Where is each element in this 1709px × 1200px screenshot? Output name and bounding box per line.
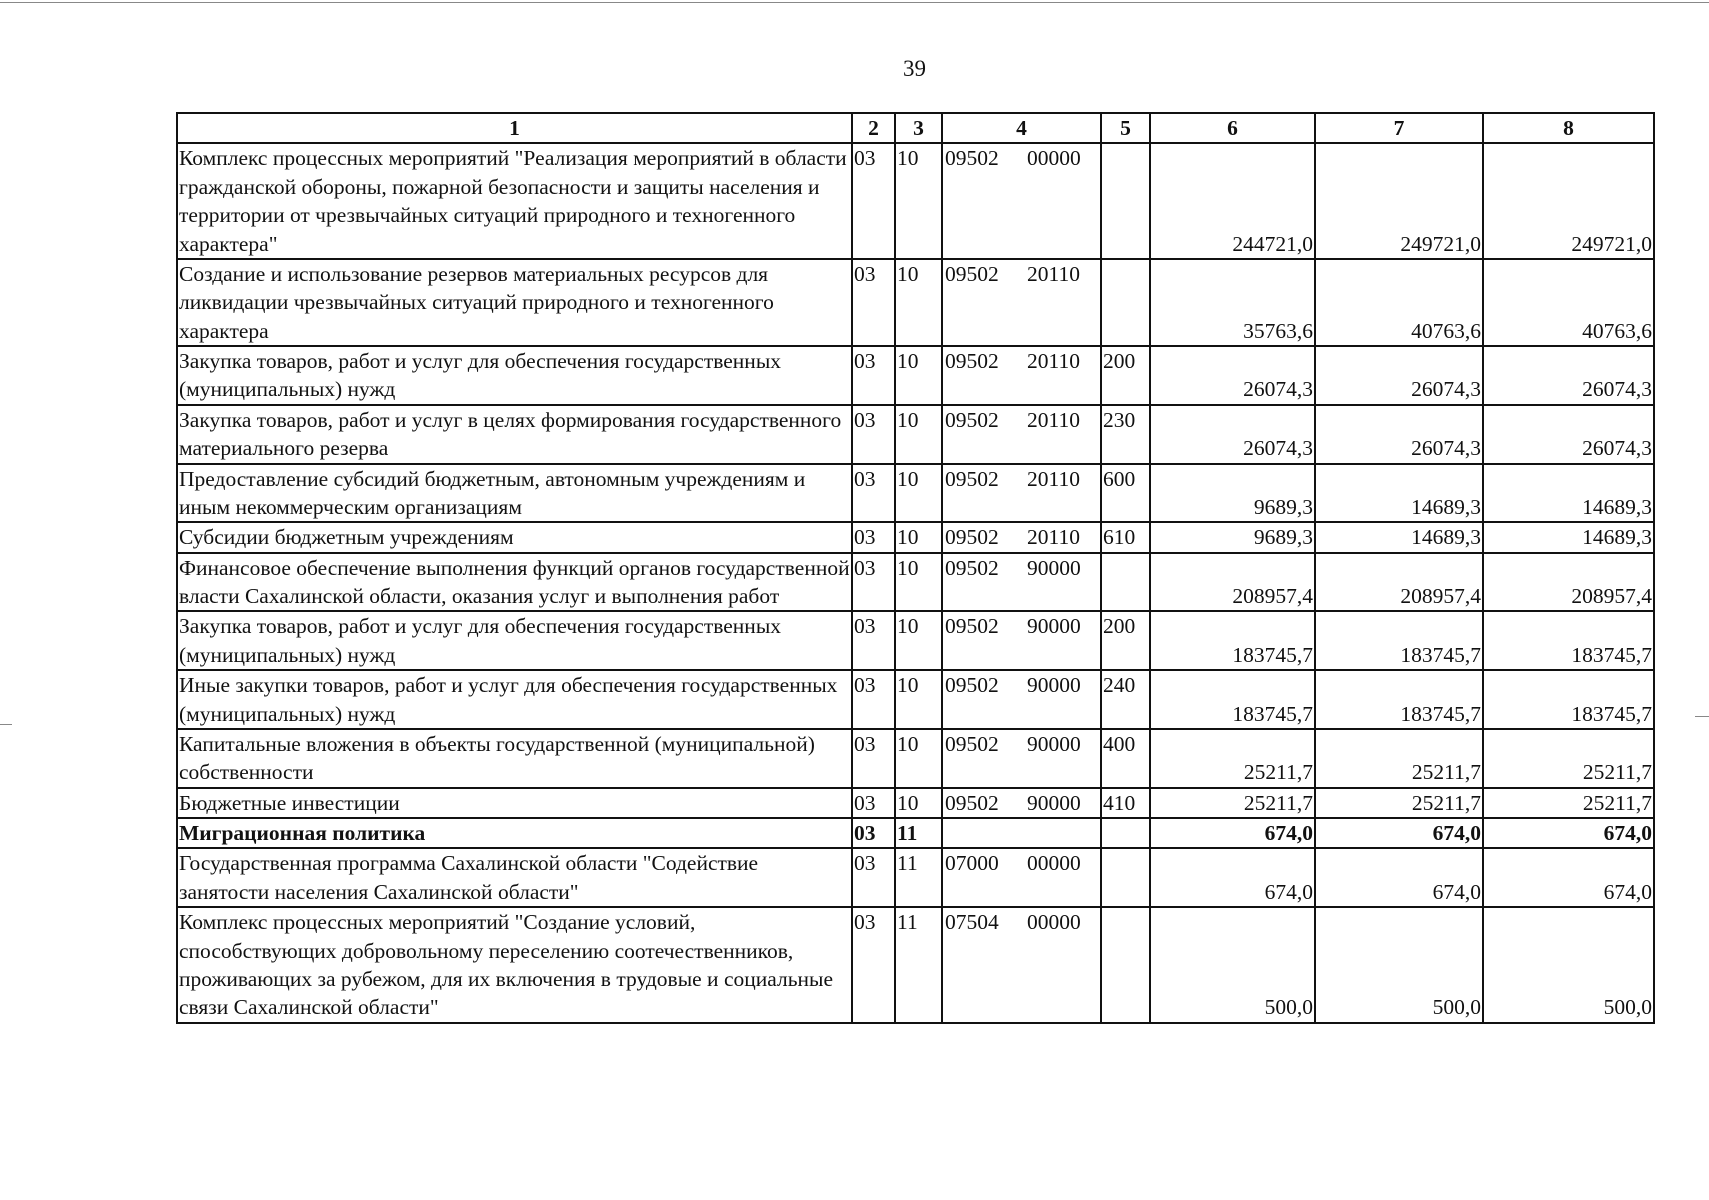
expense-type-cell (1101, 907, 1150, 1023)
program-code: 09502 (945, 614, 999, 639)
amount-col7-cell: 674,0 (1315, 848, 1483, 907)
direction-code: 00000 (1027, 910, 1081, 935)
amount-col6-cell: 183745,7 (1150, 611, 1315, 670)
direction-code: 90000 (1027, 673, 1081, 698)
program-code: 09502 (945, 349, 999, 373)
amount-col7-cell: 183745,7 (1315, 611, 1483, 670)
direction-code: 00000 (1027, 851, 1081, 876)
row-name-cell: Закупка товаров, работ и услуг для обеспечения государственных (муниципальных) нужд (177, 611, 852, 670)
amount-col8-cell: 25211,7 (1483, 788, 1654, 818)
column-header: 2 (852, 113, 895, 143)
section-code-cell: 03 (852, 405, 895, 464)
direction-code: 90000 (1027, 614, 1081, 639)
subsection-code-cell: 10 (895, 259, 942, 346)
program-code: 09502 (945, 261, 999, 286)
table-row (177, 818, 1654, 848)
program-code: 09502 (945, 525, 999, 550)
column-header: 8 (1483, 113, 1654, 143)
target-article-cell (942, 522, 1101, 552)
target-article-cell (942, 346, 1101, 405)
expense-type-cell: 200 (1101, 346, 1150, 405)
amount-col8-cell: 14689,3 (1483, 522, 1654, 552)
column-header: 1 (177, 113, 852, 143)
amount-col8-cell: 14689,3 (1483, 464, 1654, 523)
scan-artifact-line (0, 2, 1709, 3)
scan-artifact-line (0, 724, 12, 725)
program-code: 07504 (945, 910, 999, 935)
expense-type-cell (1101, 818, 1150, 848)
amount-col7-cell: 40763,6 (1315, 259, 1483, 346)
section-code-cell: 03 (852, 259, 895, 346)
amount-col6-cell: 9689,3 (1150, 464, 1315, 523)
program-code: 09502 (945, 146, 999, 171)
target-article-cell (942, 907, 1101, 1023)
amount-col7-cell: 26074,3 (1315, 405, 1483, 464)
amount-col6-cell: 244721,0 (1150, 143, 1315, 259)
amount-col6-cell: 674,0 (1150, 848, 1315, 907)
row-name-cell: Закупка товаров, работ и услуг в целях формирования государственного материального резерва (177, 405, 852, 464)
subsection-code-cell: 10 (895, 611, 942, 670)
expense-type-cell: 600 (1101, 464, 1150, 523)
section-code-cell: 03 (852, 611, 895, 670)
program-code: 07000 (945, 851, 999, 876)
program-code: 09502 (945, 731, 999, 756)
row-name-cell: Предоставление субсидий бюджетным, автономным учреждениям и иным некоммерческим организациям (177, 464, 852, 523)
table-body (177, 143, 1654, 1022)
target-article-cell (942, 405, 1101, 464)
amount-col7-cell: 208957,4 (1315, 553, 1483, 612)
scan-artifact-line (1695, 716, 1709, 717)
column-header: 7 (1315, 113, 1483, 143)
column-header: 3 (895, 113, 942, 143)
row-name-cell: Капитальные вложения в объекты государственной (муниципальной) собственности (177, 729, 852, 788)
table-row (177, 143, 1654, 259)
program-code: 09502 (945, 407, 999, 432)
program-code: 09502 (945, 790, 999, 815)
subsection-code-cell: 10 (895, 143, 942, 259)
budget-table (176, 112, 1655, 1024)
expense-type-cell (1101, 143, 1150, 259)
table-row (177, 259, 1654, 346)
expense-type-cell (1101, 848, 1150, 907)
direction-code: 00000 (1027, 146, 1081, 171)
amount-col6-cell: 26074,3 (1150, 405, 1315, 464)
amount-col8-cell: 26074,3 (1483, 405, 1654, 464)
page-number: 39 (903, 56, 926, 81)
table-row (177, 522, 1654, 552)
direction-code: 20110 (1027, 261, 1080, 286)
amount-col6-cell: 35763,6 (1150, 259, 1315, 346)
amount-col8-cell: 674,0 (1483, 848, 1654, 907)
amount-col8-cell: 249721,0 (1483, 143, 1654, 259)
table-row (177, 553, 1654, 612)
subsection-code-cell: 10 (895, 522, 942, 552)
row-name-cell: Комплекс процессных мероприятий "Создание условий, способствующих добровольному переселению соотечественников, проживающих за рубежом, для их включения в трудовые и социальные связи Сахалинской области" (177, 907, 852, 1023)
amount-col8-cell: 183745,7 (1483, 611, 1654, 670)
expense-type-cell (1101, 553, 1150, 612)
subsection-code-cell: 10 (895, 729, 942, 788)
target-article-cell (942, 788, 1101, 818)
expense-type-cell: 230 (1101, 405, 1150, 464)
amount-col6-cell: 9689,3 (1150, 522, 1315, 552)
table-row (177, 405, 1654, 464)
section-code-cell: 03 (852, 464, 895, 523)
direction-code: 20110 (1027, 525, 1080, 550)
row-name-cell: Иные закупки товаров, работ и услуг для обеспечения государственных (муниципальных) нужд (177, 670, 852, 729)
amount-col7-cell: 674,0 (1315, 818, 1483, 848)
amount-col6-cell: 26074,3 (1150, 346, 1315, 405)
amount-col8-cell: 500,0 (1483, 907, 1654, 1023)
target-article-cell (942, 848, 1101, 907)
target-article-cell (942, 611, 1101, 670)
amount-col8-cell: 208957,4 (1483, 553, 1654, 612)
column-header: 6 (1150, 113, 1315, 143)
table-row (177, 788, 1654, 818)
target-article-cell (942, 143, 1101, 259)
row-name-cell: Бюджетные инвестиции (177, 788, 852, 818)
subsection-code-cell: 10 (895, 346, 942, 405)
row-name-cell: Закупка товаров, работ и услуг для обеспечения государственных (муниципальных) нужд (177, 346, 852, 405)
section-code-cell: 03 (852, 553, 895, 612)
amount-col7-cell: 14689,3 (1315, 464, 1483, 523)
amount-col8-cell: 26074,3 (1483, 346, 1654, 405)
program-code: 09502 (945, 555, 999, 580)
amount-col6-cell: 25211,7 (1150, 729, 1315, 788)
amount-col8-cell: 40763,6 (1483, 259, 1654, 346)
row-name-cell: Создание и использование резервов материальных ресурсов для ликвидации чрезвычайных ситуаций природного и техногенного характера (177, 259, 852, 346)
target-article-cell (942, 818, 1101, 848)
row-name-cell: Комплекс процессных мероприятий "Реализация мероприятий в области гражданской обороны, пожарной безопасности и защиты населения и территории от чрезвычайных ситуаций природного и техногенного характера" (177, 143, 852, 259)
target-article-cell (942, 670, 1101, 729)
subsection-code-cell: 10 (895, 670, 942, 729)
table-row (177, 464, 1654, 523)
direction-code: 20110 (1027, 407, 1080, 432)
expense-type-cell: 610 (1101, 522, 1150, 552)
section-code-cell: 03 (852, 729, 895, 788)
subsection-code-cell: 11 (895, 818, 942, 848)
section-code-cell: 03 (852, 143, 895, 259)
target-article-cell (942, 464, 1101, 523)
subsection-code-cell: 11 (895, 848, 942, 907)
direction-code: 90000 (1027, 555, 1081, 580)
amount-col7-cell: 25211,7 (1315, 788, 1483, 818)
subsection-code-cell: 10 (895, 788, 942, 818)
direction-code: 20110 (1027, 466, 1080, 491)
column-header: 4 (942, 113, 1101, 143)
row-name-cell: Финансовое обеспечение выполнения функций органов государственной власти Сахалинской области, оказания услуг и выполнения работ (177, 553, 852, 612)
column-header: 5 (1101, 113, 1150, 143)
amount-col8-cell: 183745,7 (1483, 670, 1654, 729)
row-name-cell: Субсидии бюджетным учреждениям (177, 522, 852, 552)
program-code: 09502 (945, 673, 999, 698)
target-article-cell (942, 553, 1101, 612)
section-code-cell: 03 (852, 788, 895, 818)
amount-col6-cell: 208957,4 (1150, 553, 1315, 612)
amount-col7-cell: 500,0 (1315, 907, 1483, 1023)
table-row (177, 670, 1654, 729)
direction-code: 20110 (1027, 349, 1080, 373)
subsection-code-cell: 10 (895, 553, 942, 612)
expense-type-cell: 410 (1101, 788, 1150, 818)
table-row (177, 611, 1654, 670)
amount-col7-cell: 249721,0 (1315, 143, 1483, 259)
header-row (177, 113, 1654, 143)
direction-code: 90000 (1027, 790, 1081, 815)
amount-col7-cell: 183745,7 (1315, 670, 1483, 729)
expense-type-cell: 400 (1101, 729, 1150, 788)
expense-type-cell: 240 (1101, 670, 1150, 729)
row-name-cell: Государственная программа Сахалинской области "Содействие занятости населения Сахалинской области" (177, 848, 852, 907)
section-code-cell: 03 (852, 818, 895, 848)
subsection-code-cell: 10 (895, 464, 942, 523)
subsection-code-cell: 11 (895, 907, 942, 1023)
table-row (177, 907, 1654, 1023)
amount-col8-cell: 674,0 (1483, 818, 1654, 848)
amount-col6-cell: 183745,7 (1150, 670, 1315, 729)
direction-code: 90000 (1027, 731, 1081, 756)
table-row (177, 346, 1654, 405)
table-row (177, 848, 1654, 907)
section-code-cell: 03 (852, 907, 895, 1023)
expense-type-cell: 200 (1101, 611, 1150, 670)
section-code-cell: 03 (852, 670, 895, 729)
amount-col8-cell: 25211,7 (1483, 729, 1654, 788)
amount-col6-cell: 25211,7 (1150, 788, 1315, 818)
section-code-cell: 03 (852, 346, 895, 405)
amount-col7-cell: 26074,3 (1315, 346, 1483, 405)
section-code-cell: 03 (852, 522, 895, 552)
target-article-cell (942, 729, 1101, 788)
amount-col6-cell: 674,0 (1150, 818, 1315, 848)
expense-type-cell (1101, 259, 1150, 346)
amount-col7-cell: 25211,7 (1315, 729, 1483, 788)
amount-col7-cell: 14689,3 (1315, 522, 1483, 552)
row-name-cell: Миграционная политика (177, 818, 852, 848)
program-code: 09502 (945, 466, 999, 491)
amount-col6-cell: 500,0 (1150, 907, 1315, 1023)
subsection-code-cell: 10 (895, 405, 942, 464)
section-code-cell: 03 (852, 848, 895, 907)
table-row (177, 729, 1654, 788)
target-article-cell (942, 259, 1101, 346)
